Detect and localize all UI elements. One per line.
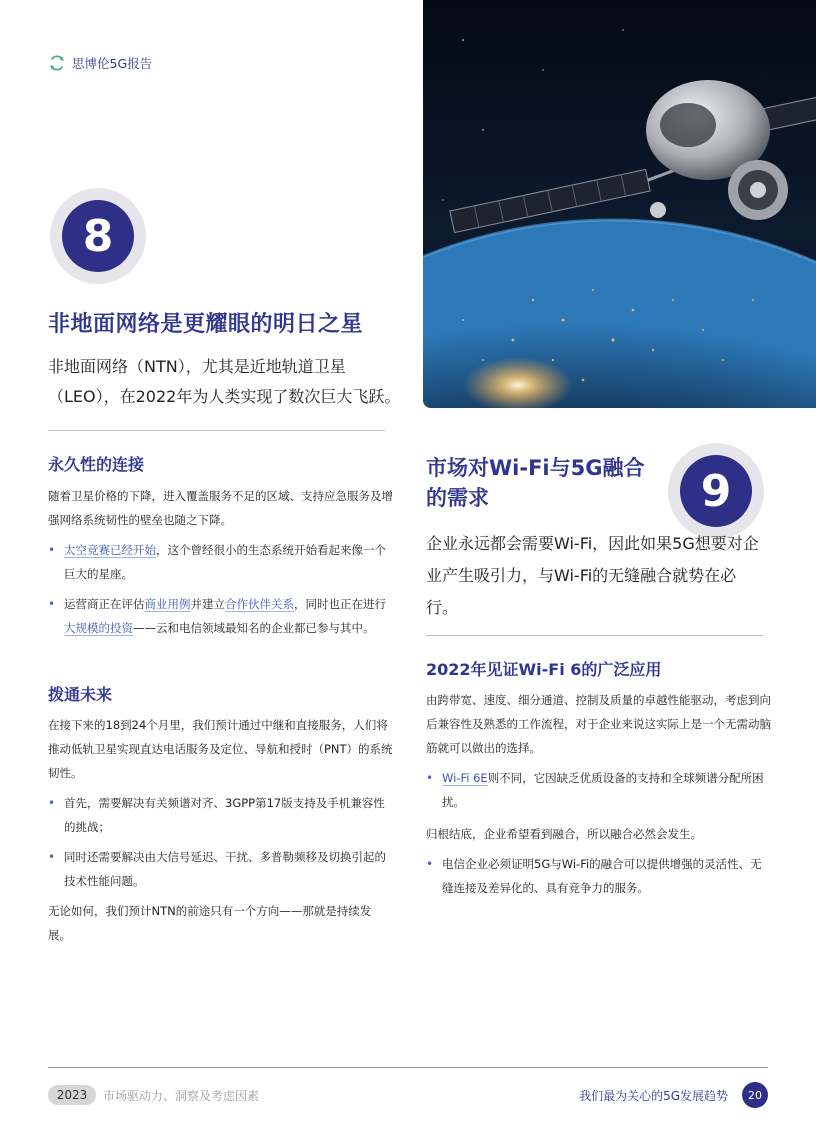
- list-item: • Wi-Fi 6E则不同，它因缺乏优质设备的支持和全球频谱分配所困扰。: [426, 766, 771, 814]
- list-item: • 电信企业必须证明5G与Wi-Fi的融合可以提供增强的灵活性、无缝连接及差异化的、具有竞争力的服务。: [426, 852, 771, 900]
- section-title: 市场对Wi-Fi与5G融合的需求: [426, 456, 645, 510]
- link-business-cases[interactable]: 商业用例: [144, 597, 191, 611]
- section-number: 8: [62, 200, 134, 272]
- link-wifi-6e[interactable]: Wi-Fi 6E: [442, 771, 488, 785]
- footer-report-title: 我们最为关心的5G发展趋势: [579, 1089, 728, 1103]
- logo-text: 思博伦5G报告: [72, 56, 153, 71]
- section-number-badge: [668, 443, 764, 539]
- footer-divider: [48, 1067, 768, 1068]
- subheading: 2022年见证Wi-Fi 6的广泛应用: [426, 660, 662, 679]
- section-lead: 非地面网络（NTN），尤其是近地轨道卫星（LEO），在2022年为人类实现了数次巨大飞跃。: [48, 357, 401, 406]
- section-lead: 企业永远都会需要Wi-Fi，因此如果5G想要对企业产生吸引力，与Wi-Fi的无缝融合就势在必行。: [426, 534, 759, 617]
- year-badge: 2023: [48, 1085, 96, 1105]
- bullet-list: [48, 538, 393, 646]
- list-item: • 太空竞赛已经开始，这个曾经很小的生态系统开始看起来像一个巨大的星座。: [48, 538, 393, 586]
- divider: [48, 430, 385, 431]
- paragraph: 由跨带宽、速度、细分通道、控制及质量的卓越性能驱动，考虑到向后兼容性及熟悉的工作流程，对于企业来说这实际上是一个无需动脑筋就可以做出的选择。: [426, 693, 771, 755]
- divider: [426, 635, 763, 636]
- bullet-list: [426, 852, 771, 906]
- paragraph: 在接下来的18到24个月里，我们预计通过中继和直接服务，人们将推动低轨卫星实现直达电话服务及定位、导航和授时（PNT）的系统韧性。: [48, 718, 393, 780]
- section-number-badge: [50, 188, 146, 284]
- list-item: • 同时还需要解决由大信号延迟、干扰、多普勒频移及切换引起的技术性能问题。: [48, 845, 393, 893]
- bullet-list: [426, 766, 771, 820]
- subheading: 拨通未来: [48, 685, 113, 704]
- section-number: 9: [680, 455, 752, 527]
- subheading: 永久性的连接: [48, 455, 145, 474]
- footer-section-title: 市场驱动力、洞察及考虑因素: [103, 1089, 260, 1103]
- list-item: • 运营商正在评估商业用例并建立合作伙伴关系，同时也正在进行大规模的投资——云和电信领域最知名的企业都已参与其中。: [48, 592, 393, 640]
- list-item: • 首先，需要解决有关频谱对齐、3GPP第17版支持及手机兼容性的挑战；: [48, 791, 393, 839]
- link-space-race[interactable]: 太空竞赛已经开始: [64, 543, 156, 557]
- link-partnerships[interactable]: 合作伙伴关系: [225, 597, 294, 611]
- paragraph: 无论如何，我们预计NTN的前途只有一个方向——那就是持续发展。: [48, 904, 372, 942]
- circular-arrows-icon: [48, 54, 66, 72]
- section-title: 非地面网络是更耀眼的明日之星: [48, 312, 364, 337]
- page-number: 20: [742, 1082, 768, 1108]
- brand-logo: [48, 54, 152, 72]
- bullet-list: [48, 791, 393, 899]
- link-investment[interactable]: 大规模的投资: [64, 621, 133, 635]
- paragraph: 随着卫星价格的下降，进入覆盖服务不足的区域、支持应急服务及增强网络系统韧性的壁垒也随之下降。: [48, 489, 393, 527]
- satellite-earth-image: [423, 0, 816, 408]
- paragraph: 归根结底，企业希望看到融合，所以融合必然会发生。: [426, 827, 702, 841]
